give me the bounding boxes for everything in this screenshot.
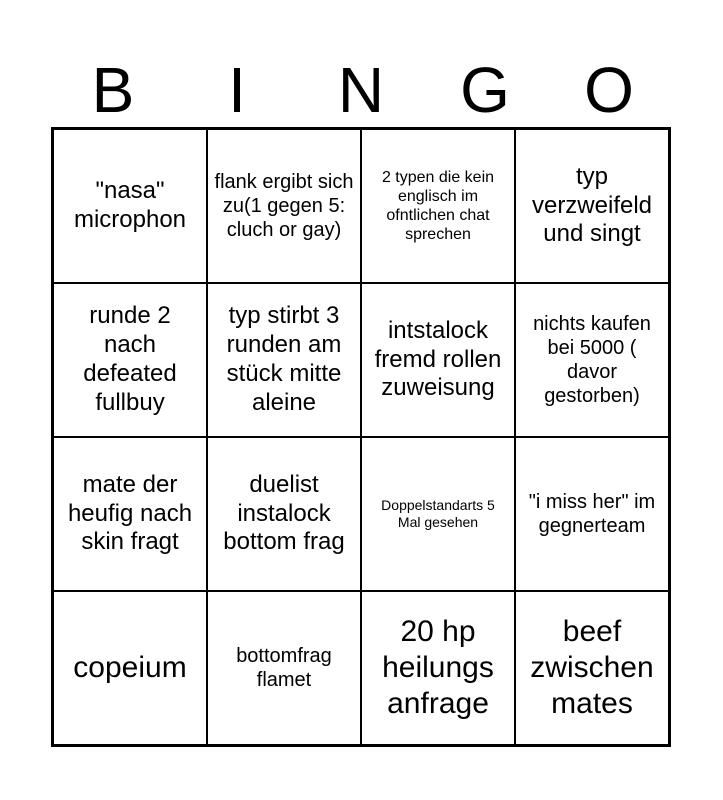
- bingo-cell[interactable]: nichts kaufen bei 5000 ( davor gestorben): [515, 283, 669, 437]
- bingo-cell[interactable]: "i miss her" im gegnerteam: [515, 437, 669, 591]
- bingo-cell[interactable]: duelist instalock bottom frag: [207, 437, 361, 591]
- bingo-cell[interactable]: 20 hp heilungs anfrage: [361, 591, 515, 745]
- bingo-header: [51, 52, 671, 128]
- bingo-cell[interactable]: copeium: [53, 591, 207, 745]
- header-letter-g: G: [460, 54, 510, 126]
- bingo-cell[interactable]: beef zwischen mates: [515, 591, 669, 745]
- header-letter-i: I: [228, 54, 246, 126]
- bingo-cell[interactable]: intstalock fremd rollen zuweisung: [361, 283, 515, 437]
- header-letter-o: O: [584, 54, 634, 126]
- header-letter-n: N: [337, 54, 385, 126]
- bingo-cell[interactable]: bottomfrag flamet: [207, 591, 361, 745]
- header-letter-b: B: [91, 54, 135, 126]
- bingo-grid: [51, 127, 671, 747]
- bingo-cell[interactable]: mate der heufig nach skin fragt: [53, 437, 207, 591]
- bingo-cell[interactable]: 2 typen die kein englisch im ofntlichen chat sprechen: [361, 129, 515, 283]
- bingo-cell[interactable]: flank ergibt sich zu(1 gegen 5: cluch or gay): [207, 129, 361, 283]
- bingo-cell[interactable]: runde 2 nach defeated fullbuy: [53, 283, 207, 437]
- bingo-cell[interactable]: Doppelstandarts 5 Mal gesehen: [361, 437, 515, 591]
- bingo-cell[interactable]: "nasa" microphon: [53, 129, 207, 283]
- bingo-cell[interactable]: typ verzweifeld und singt: [515, 129, 669, 283]
- bingo-cell[interactable]: typ stirbt 3 runden am stück mitte aleine: [207, 283, 361, 437]
